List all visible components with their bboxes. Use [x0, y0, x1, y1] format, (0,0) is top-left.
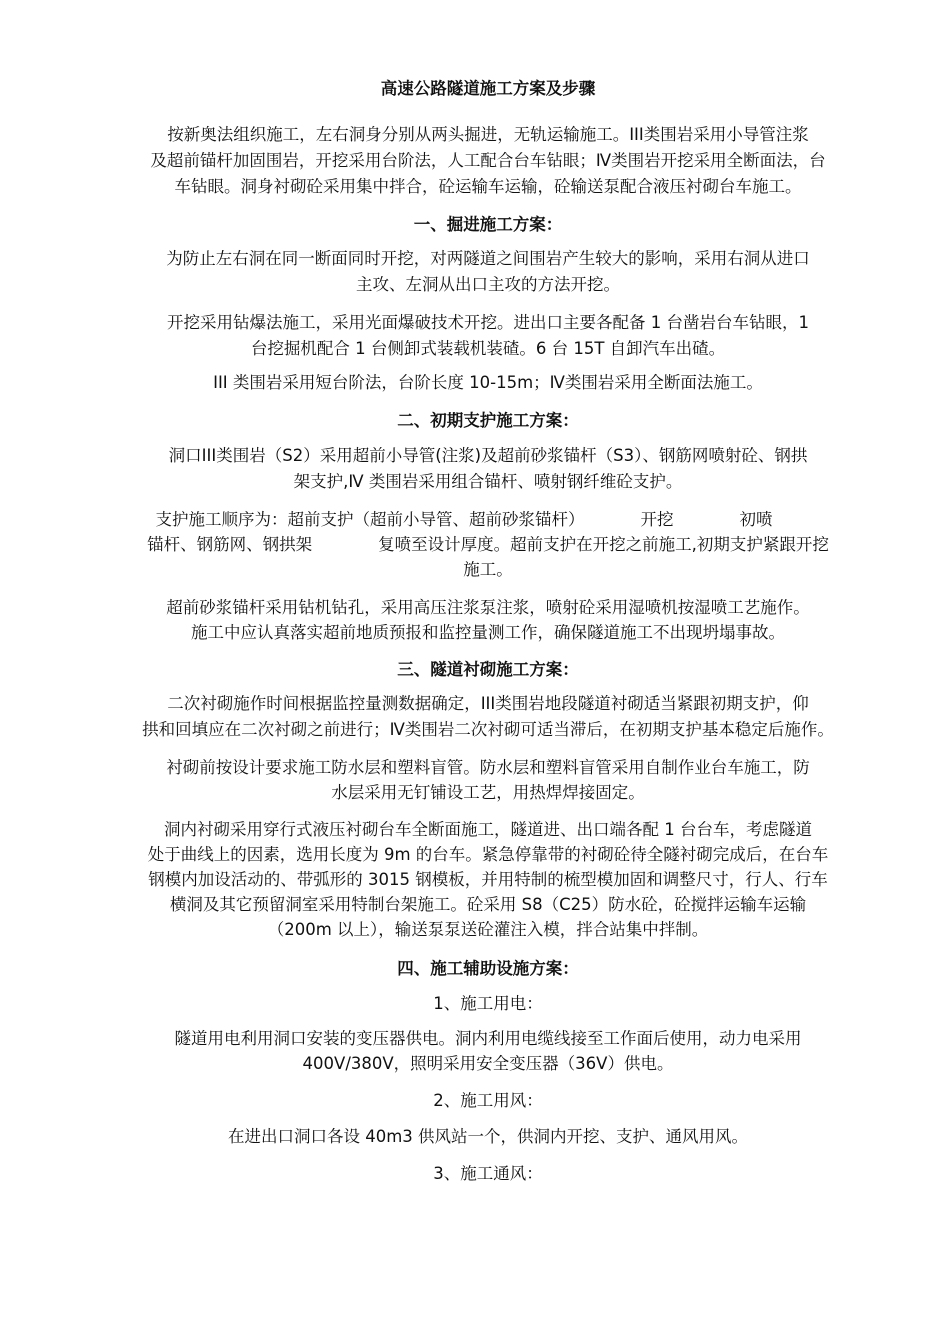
section-3-p3-line-2: 处于曲线上的因素，选用长度为 9m 的台车。紧急停靠带的衬砌砼待全隧衬砌完成后，在台车: [147, 845, 829, 864]
section-3-p2-line-2: 水层采用无钉铺设工艺，用热焊焊接固定。: [331, 783, 645, 802]
section-2-p1-line-1: 洞口III类围岩（S2）采用超前小导管(注浆)及超前砂浆锚杆（S3）、钢筋网喷射砼、钢拱: [168, 446, 808, 465]
sequence-text-4: 锚杆、钢筋网、钢拱架: [147, 535, 313, 554]
section-3-p3-line-4: 横洞及其它预留洞室采用特制台架施工。砼采用 S8（C25）防水砼，砼搅拌运输车运输: [169, 895, 807, 914]
section-1-heading: 一、掘进施工方案：: [413, 215, 563, 234]
sequence-text-1: 支护施工顺序为：超前支护（超前小导管、超前砂浆锚杆）: [155, 510, 585, 529]
section-2-p3-line-1: 超前砂浆锚杆采用钻机钻孔，采用高压注浆泵注浆，喷射砼采用湿喷机按湿喷工艺施作。: [166, 598, 810, 617]
section-3-p3-line-1: 洞内衬砌采用穿行式液压衬砌台车全断面施工，隧道进、出口端各配 1 台台车，考虑隧道: [164, 820, 812, 839]
intro-line-3: 车钻眼。洞身衬砌砼采用集中拌合，砼运输车运输，砼输送泵配合液压衬砌台车施工。: [174, 177, 802, 196]
section-1-p1-line-1: 为防止左右洞在同一断面同时开挖，对两隧道之间围岩产生较大的影响，采用右洞从进口: [166, 249, 810, 268]
section-1-p3: III 类围岩采用短台阶法，台阶长度 10-15m；Ⅳ类围岩采用全断面法施工。: [213, 373, 763, 392]
section-4-sub-2: 2、施工用风：: [433, 1091, 543, 1110]
document-title: 高速公路隧道施工方案及步骤: [380, 79, 596, 98]
section-4-sub-1-line-2: 400V/380V，照明采用安全变压器（36V）供电。: [302, 1054, 674, 1073]
section-3-p1-line-2: 拱和回填应在二次衬砌之前进行；Ⅳ类围岩二次衬砌可适当滞后，在初期支护基本稳定后施作。: [142, 720, 834, 739]
section-1-p1-line-2: 主攻、左洞从出口主攻的方法开挖。: [356, 275, 620, 294]
section-3-p3-line-5: （200m 以上），输送泵泵送砼灌注入模，拌合站集中拌制。: [267, 920, 709, 939]
section-3-p1-line-1: 二次衬砌施作时间根据监控量测数据确定，III类围岩地段隧道衬砌适当紧跟初期支护，仰: [167, 694, 809, 713]
section-4-sub-1: 1、施工用电：: [433, 994, 543, 1013]
sequence-text-3: 初喷: [739, 510, 773, 529]
section-2-p3-line-2: 施工中应认真落实超前地质预报和监控量测工作，确保隧道施工不出现坍塌事故。: [191, 623, 785, 642]
section-4-sub-1-line-1: 隧道用电利用洞口安装的变压器供电。洞内利用电缆线接至工作面后使用，动力电采用: [174, 1029, 802, 1048]
section-4-sub-3: 3、施工通风：: [433, 1164, 543, 1183]
intro-line-2: 及超前锚杆加固围岩，开挖采用台阶法，人工配合台车钻眼；Ⅳ类围岩开挖采用全断面法，台: [150, 151, 826, 170]
section-2-heading: 二、初期支护施工方案：: [397, 411, 579, 430]
intro-line-1: 按新奥法组织施工，左右洞身分别从两头掘进，无轨运输施工。III类围岩采用小导管注浆: [167, 125, 809, 144]
section-2-p2-line-3: 施工。: [463, 560, 513, 579]
section-1-p2-line-2: 台挖掘机配合 1 台侧卸式装载机装碴。6 台 15T 自卸汽车出碴。: [250, 339, 726, 358]
sequence-text-2: 开挖: [640, 510, 674, 529]
section-4-sub-2-text: 在进出口洞口各设 40m3 供风站一个，供洞内开挖、支护、通风用风。: [227, 1127, 749, 1146]
section-3-heading: 三、隧道衬砌施工方案：: [397, 660, 579, 679]
section-2-p2-line-1: [88, 507, 888, 533]
section-1-p2-line-1: 开挖采用钻爆法施工，采用光面爆破技术开挖。进出口主要各配备 1 台凿岩台车钻眼，1: [167, 313, 809, 332]
section-3-p3-line-3: 钢模内加设活动的、带弧形的 3015 钢模板，并用特制的梳型模加固和调整尺寸，行人、行车: [148, 870, 828, 889]
section-2-p2-line-2: [88, 532, 888, 558]
section-3-p2-line-1: 衬砌前按设计要求施工防水层和塑料盲管。防水层和塑料盲管采用自制作业台车施工，防: [166, 758, 810, 777]
section-2-p1-line-2: 架支护,Ⅳ 类围岩采用组合锚杆、喷射钢纤维砼支护。: [293, 472, 683, 491]
sequence-text-5: 复喷至设计厚度。超前支护在开挖之前施工,初期支护紧跟开挖: [378, 535, 829, 554]
section-4-heading: 四、施工辅助设施方案：: [397, 959, 579, 978]
